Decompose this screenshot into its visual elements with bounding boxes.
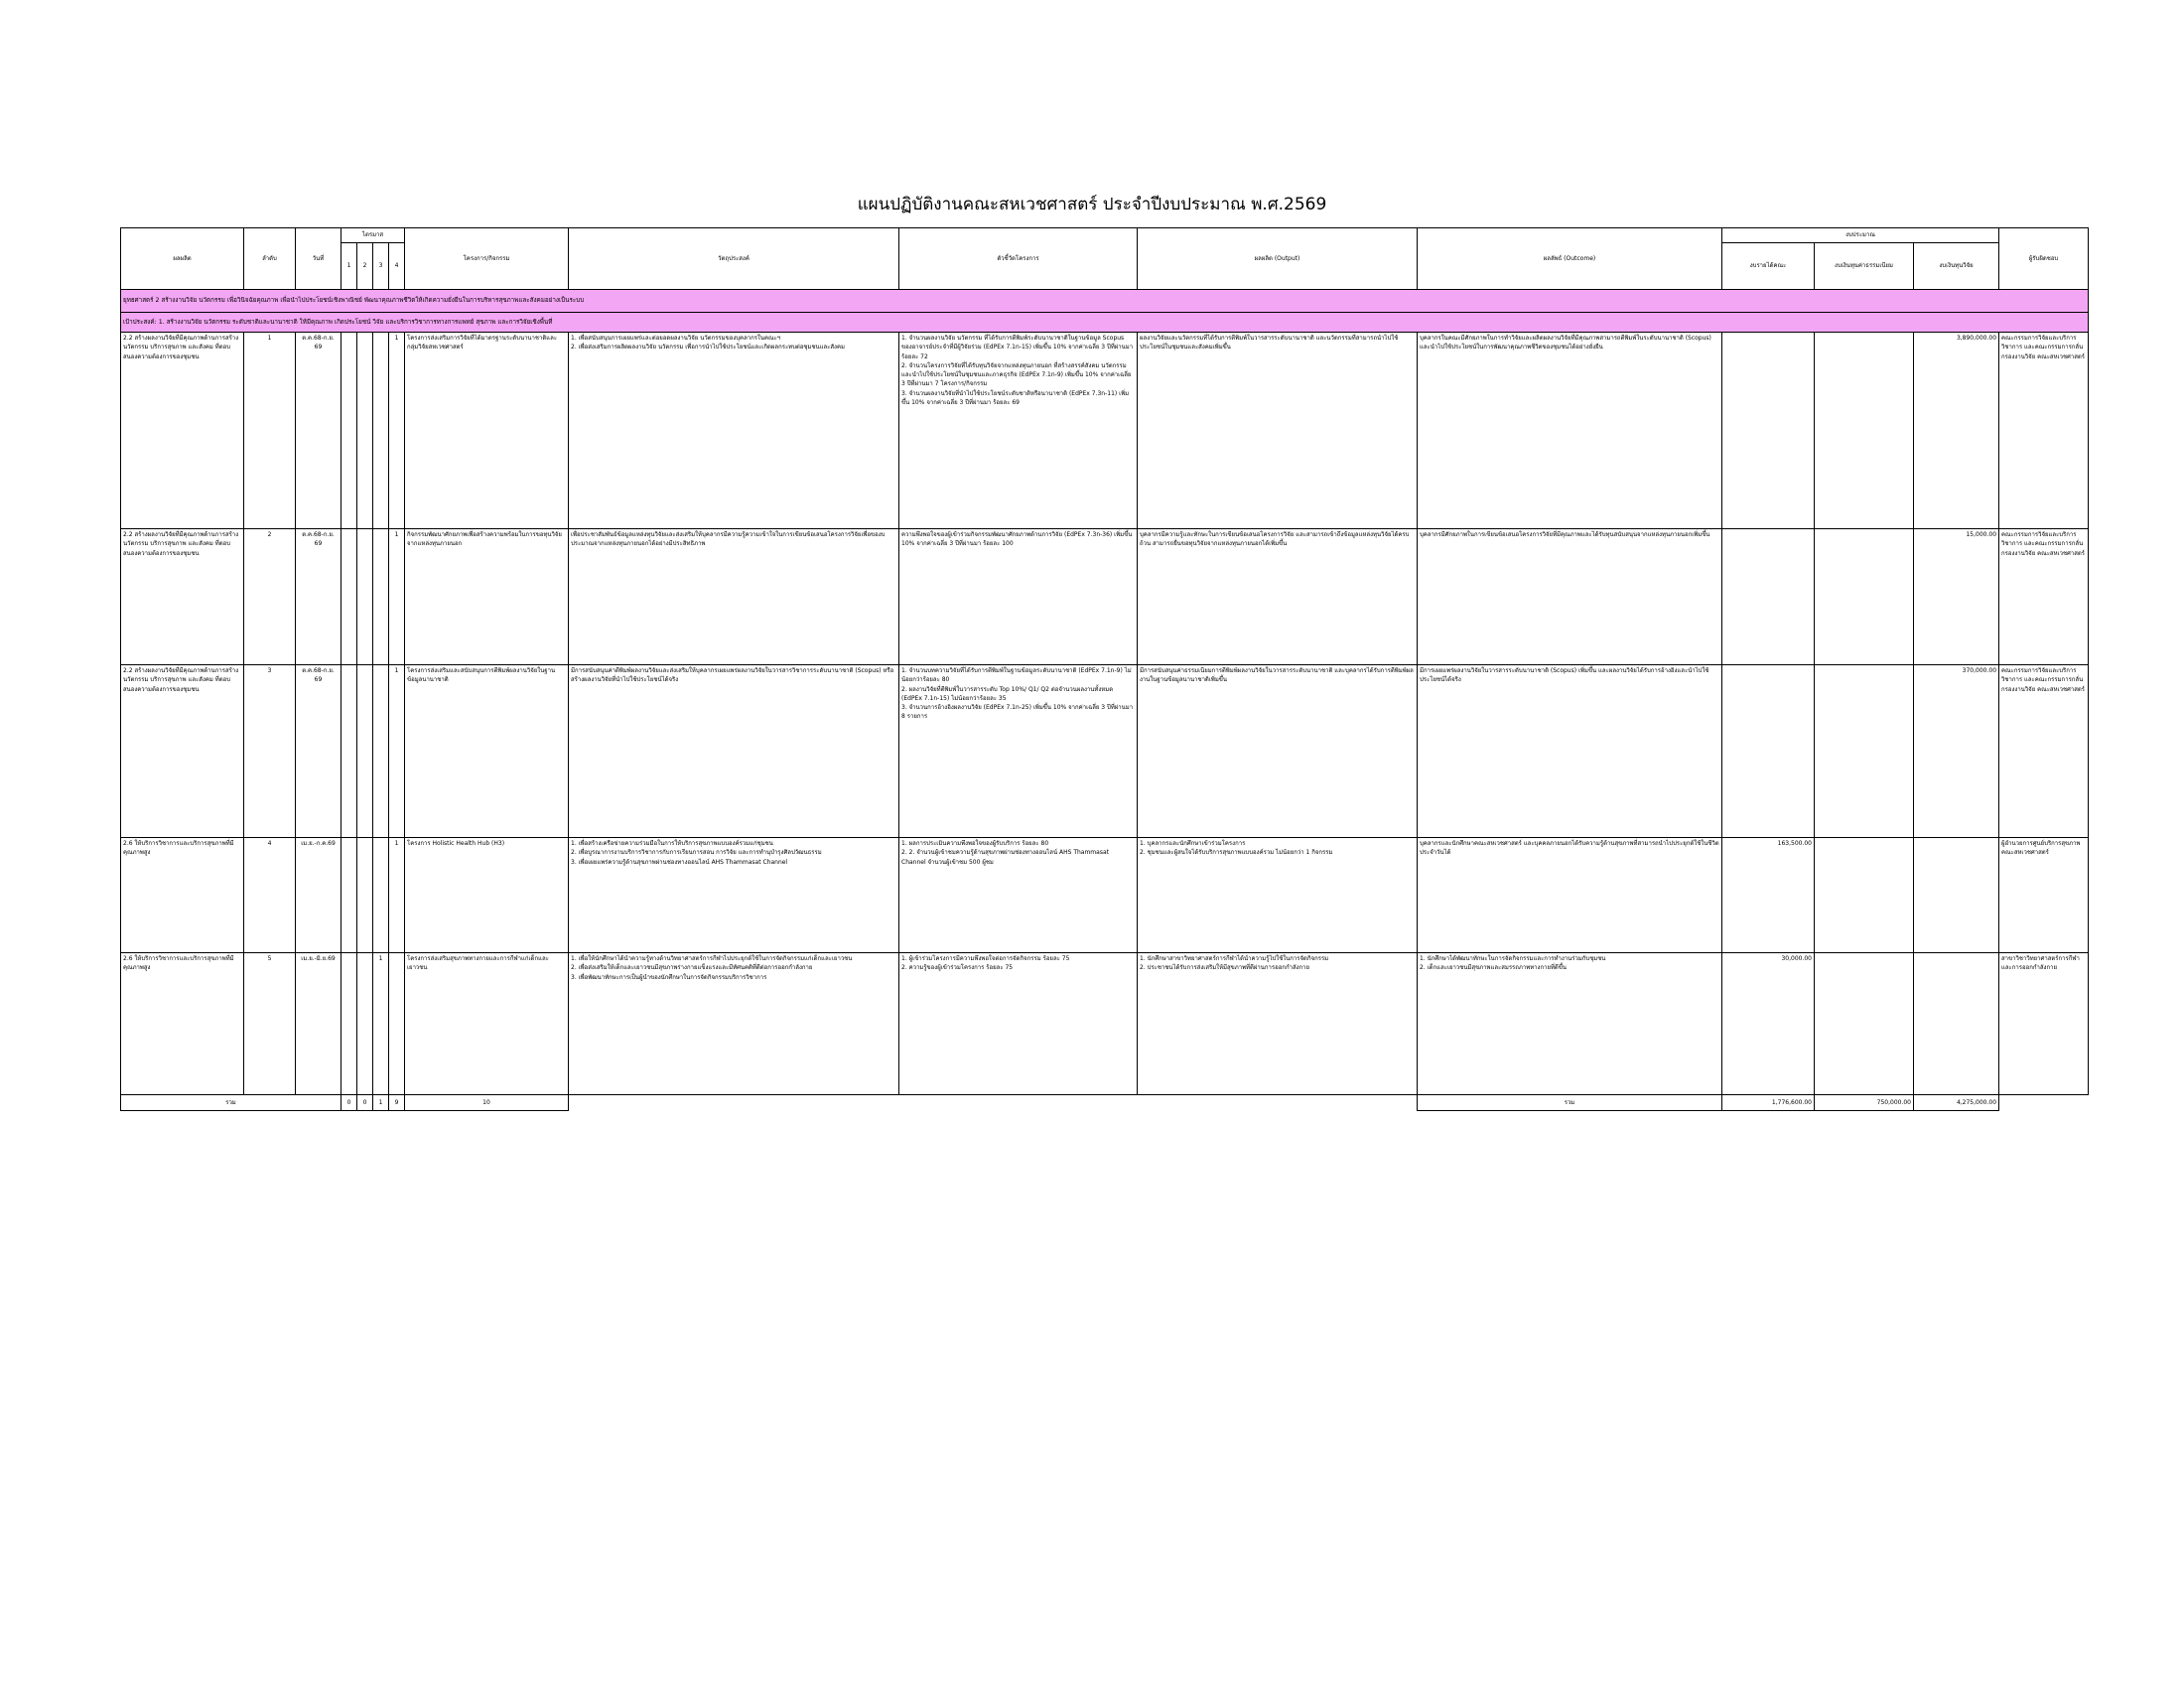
row-objective: 1. เพื่อสนับสนุนการเผยแพร่และต่อยอดผลงานวิจัย นวัตกรรมของบุคลากรในคณะฯ 2. เพื่อส่งเสริมการผลิตผลงานวิจัย นวัตกรรม เพื่อการนำไปใช้ประโยชน์และเกิดผลกระทบต่อชุมชนและสังคม	[569, 333, 899, 529]
header-budget-fee: งบเงินทุนค่าธรรมเนียม	[1815, 243, 1914, 290]
row-outcome: บุคลากรในคณะมีศักยภาพในการทำวิจัยและผลิตผลงานวิจัยที่มีคุณภาพสามารถตีพิมพ์ในระดับนานาชาติ (Scopus) และนำไปใช้ประโยชน์ในการพัฒนาคุณภาพชีวิตของชุมชนได้อย่างยั่งยืน	[1418, 333, 1722, 529]
row-strategy: 2.2 สร้างผลงานวิจัยที่มีคุณภาพด้านการสร้างนวัตกรรม บริการสุขภาพ และสังคม ที่ตอบสนองความต้องการของชุมชน	[121, 333, 244, 529]
table-row	[121, 529, 2089, 665]
row-budget-fee	[1815, 333, 1914, 529]
total-project-count: 10	[405, 1095, 569, 1111]
row-owner: คณะกรรมการวิจัยและบริการวิชาการ และคณะกรรมการกลั่นกรองงานวิจัย คณะสหเวชศาสตร์	[1999, 529, 2089, 665]
header-strategy: ผลผลิต	[121, 228, 244, 290]
row-objective: 1. เพื่อให้นักศึกษาได้นำความรู้ทางด้านวิทยาศาสตร์การกีฬาไปประยุกต์ใช้ในการจัดกิจกรรมแก่เด็กและเยาวชน 2. เพื่อส่งเสริมให้เด็กและเยาวชนมีสุขภาพร่างกายแข็งแรงและมีทัศนคติที่ดีต่อการออกกำลังกาย 3. เพื่อพัฒนาทักษะการเป็นผู้นำของนักศึกษาในการจัดกิจกรรมบริการวิชาการ	[569, 953, 899, 1095]
total-spacer-end	[1999, 1095, 2089, 1111]
row-budget-faculty	[1722, 333, 1815, 529]
operation-plan-table	[120, 227, 2089, 1111]
row-q4: 1	[389, 333, 405, 529]
total-q2: 0	[357, 1095, 373, 1111]
row-q4	[389, 953, 405, 1095]
total-q4: 9	[389, 1095, 405, 1111]
header-budget-research: งบเงินทุนวิจัย	[1914, 243, 1999, 290]
row-q4: 1	[389, 665, 405, 838]
total-label-left: รวม	[121, 1095, 341, 1111]
document-title: แผนปฏิบัติงานคณะสหเวชศาสตร์ ประจำปีงบประมาณ พ.ศ.2569	[857, 195, 1327, 214]
row-q3: 1	[373, 953, 389, 1095]
row-indicator: 1. จำนวนผลงานวิจัย นวัตกรรม ที่ได้รับการตีพิมพ์ระดับนานาชาติในฐานข้อมูล Scopus ของอาจารย์ประจำที่มีผู้วิจัยร่วม (EdPEx 7.1n-15) เพิ่มขึ้น 10% จากค่าเฉลี่ย 3 ปีที่ผ่านมา ร้อยละ 72 2. จำนวนโครงการวิจัยที่ได้รับทุนวิจัยจากแหล่งทุนภายนอก ที่สร้างสรรค์สังคม นวัตกรรม และนำไปใช้ประโยชน์ในชุมชนและภาคธุรกิจ (EdPEx 7.1n-9) เพิ่มขึ้น 10% จากค่าเฉลี่ย 3 ปีที่ผ่านมา 7 โครงการ/กิจกรรม 3. จำนวนผลงานวิจัยที่นำไปใช้ประโยชน์ระดับชาติหรือนานาชาติ (EdPEx 7.3n-11) เพิ่มขึ้น 10% จากค่าเฉลี่ย 3 ปีที่ผ่านมา ร้อยละ 69	[899, 333, 1138, 529]
row-date: ต.ค.68-ก.ย. 69	[296, 665, 341, 838]
header-objective: วัตถุประสงค์	[569, 228, 899, 290]
header-q2: 2	[357, 243, 373, 290]
header-q4: 4	[389, 243, 405, 290]
row-budget-research	[1914, 838, 1999, 953]
row-budget-fee	[1815, 953, 1914, 1095]
row-q1	[341, 333, 357, 529]
header-q3: 3	[373, 243, 389, 290]
total-budget-research: 4,275,000.00	[1914, 1095, 1999, 1111]
row-q2	[357, 333, 373, 529]
row-strategy: 2.2 สร้างผลงานวิจัยที่มีคุณภาพด้านการสร้างนวัตกรรม บริการสุขภาพ และสังคม ที่ตอบสนองความต้องการของชุมชน	[121, 665, 244, 838]
row-outcome: 1. นักศึกษาได้พัฒนาทักษะในการจัดกิจกรรมและการทำงานร่วมกับชุมชน 2. เด็กและเยาวชนมีสุขภาพและสมรรถภาพทางกายที่ดีขึ้น	[1418, 953, 1722, 1095]
row-owner: ผู้อำนวยการศูนย์บริการสุขภาพคณะสหเวชศาสตร์	[1999, 838, 2089, 953]
row-owner: คณะกรรมการวิจัยและบริการวิชาการ และคณะกรรมการกลั่นกรองงานวิจัย คณะสหเวชศาสตร์	[1999, 333, 2089, 529]
row-project: โครงการส่งเสริมและสนับสนุนการตีพิมพ์ผลงานวิจัยในฐานข้อมูลนานาชาติ	[405, 665, 569, 838]
total-q3: 1	[373, 1095, 389, 1111]
row-indicator: 1. ผู้เข้าร่วมโครงการมีความพึงพอใจต่อการจัดกิจกรรม ร้อยละ 75 2. ความรู้ของผู้เข้าร่วมโครงการ ร้อยละ 75	[899, 953, 1138, 1095]
header-outcome: ผลลัพธ์ (Outcome)	[1418, 228, 1722, 290]
row-budget-faculty	[1722, 665, 1815, 838]
row-budget-faculty: 163,500.00	[1722, 838, 1815, 953]
row-q4: 1	[389, 529, 405, 665]
row-q1	[341, 838, 357, 953]
row-indicator: ความพึงพอใจของผู้เข้าร่วมกิจกรรมพัฒนาศักยภาพด้านการวิจัย (EdPEx 7.3n-36) เพิ่มขึ้น 10% จากค่าเฉลี่ย 3 ปีที่ผ่านมา ร้อยละ 100	[899, 529, 1138, 665]
row-order: 2	[244, 529, 296, 665]
row-q1	[341, 665, 357, 838]
row-budget-research	[1914, 953, 1999, 1095]
total-budget-fee: 750,000.00	[1815, 1095, 1914, 1111]
row-objective: 1. เพื่อสร้างเครือข่ายความร่วมมือในการให้บริการสุขภาพแบบองค์รวมแก่ชุมชน 2. เพื่อบูรณาการงานบริการวิชาการกับการเรียนการสอน การวิจัย และการทำนุบำรุงศิลปวัฒนธรรม 3. เพื่อเผยแพร่ความรู้ด้านสุขภาพผ่านช่องทางออนไลน์ AHS Thammasat Channel	[569, 838, 899, 953]
total-row	[121, 1095, 2089, 1111]
row-project: โครงการส่งเสริมการวิจัยที่ได้มาตรฐานระดับนานาชาติและกลุ่มวิจัยสหเวชศาสตร์	[405, 333, 569, 529]
row-output: ผลงานวิจัยและนวัตกรรมที่ได้รับการตีพิมพ์ในวารสารระดับนานาชาติ และนวัตกรรมที่สามารถนำไปใช้ประโยชน์ในชุมชนและสังคมเพิ่มขึ้น	[1138, 333, 1418, 529]
strategy-banner	[121, 290, 2089, 313]
goal-banner	[121, 313, 2089, 333]
goal-banner-text: เป้าประสงค์: 1. สร้างงานวิจัย นวัตกรรม ระดับชาติและนานาชาติ ให้มีคุณภาพ เกิดประโยชน์ วิจัย และบริการวิชาการทางการแพทย์ สุขภาพ และการวิจัยเชิงพื้นที่	[121, 313, 2089, 333]
row-q1	[341, 953, 357, 1095]
row-budget-faculty	[1722, 529, 1815, 665]
plan-rows	[121, 333, 2089, 1095]
row-indicator: 1. ผลการประเมินความพึงพอใจของผู้รับบริการ ร้อยละ 80 2. 2. จำนวนผู้เข้าชมความรู้ด้านสุขภาพผ่านช่องทางออนไลน์ AHS Thammasat Channel จำนวนผู้เข้าชม 500 ผู้ชม	[899, 838, 1138, 953]
row-outcome: บุคลากรและนักศึกษาคณะสหเวชศาสตร์ และบุคคลภายนอกได้รับความรู้ด้านสุขภาพที่สามารถนำไปประยุกต์ใช้ในชีวิตประจำวันได้	[1418, 838, 1722, 953]
strategy-banner-text: ยุทธศาสตร์ 2 สร้างงานวิจัย นวัตกรรม เพื่อวินิจฉัยคุณภาพ เพื่อนำไปประโยชน์เชิงพาณิชย์ พัฒนาคุณภาพชีวิตให้เกิดความยั่งยืนในการบริหารสุขภาพและสังคมอย่างเป็นระบบ	[121, 290, 2089, 313]
row-date: ต.ค.68-ก.ย. 69	[296, 333, 341, 529]
table-row	[121, 665, 2089, 838]
row-project: โครงการ Holistic Health Hub (H3)	[405, 838, 569, 953]
row-objective: เพื่อประชาสัมพันธ์ข้อมูลแหล่งทุนวิจัยและส่งเสริมให้บุคลากรมีความรู้ความเข้าใจในการเขียนข้อเสนอโครงการวิจัยเพื่อของบประมาณจากแหล่งทุนภายนอกได้อย่างมีประสิทธิภาพ	[569, 529, 899, 665]
row-strategy: 2.6 ให้บริการวิชาการและบริการสุขภาพที่มีคุณภาพสูง	[121, 838, 244, 953]
row-q2	[357, 665, 373, 838]
table-row	[121, 838, 2089, 953]
row-indicator: 1. จำนวนบทความวิจัยที่ได้รับการตีพิมพ์ในฐานข้อมูลระดับนานาชาติ (EdPEx 7.1n-9) ไม่น้อยกว่าร้อยละ 80 2. ผลงานวิจัยที่ตีพิมพ์ในวารสารระดับ Top 10%/ Q1/ Q2 ต่อจำนวนผลงานทั้งหมด (EdPEx 7.1n-15) ไม่น้อยกว่าร้อยละ 35 3. จำนวนการอ้างอิงผลงานวิจัย (EdPEx 7.1n-25) เพิ่มขึ้น 10% จากค่าเฉลี่ย 3 ปีที่ผ่านมา 8 รายการ	[899, 665, 1138, 838]
header-budget-faculty: งบรายได้คณะ	[1722, 243, 1815, 290]
row-q4: 1	[389, 838, 405, 953]
row-q2	[357, 953, 373, 1095]
row-outcome: มีการเผยแพร่ผลงานวิจัยในวารสารระดับนานาชาติ (Scopus) เพิ่มขึ้น และผลงานวิจัยได้รับการอ้างอิงและนำไปใช้ประโยชน์ได้จริง	[1418, 665, 1722, 838]
header-q1: 1	[341, 243, 357, 290]
row-owner: คณะกรรมการวิจัยและบริการวิชาการ และคณะกรรมการกลั่นกรองงานวิจัย คณะสหเวชศาสตร์	[1999, 665, 2089, 838]
row-strategy: 2.6 ให้บริการวิชาการและบริการสุขภาพที่มีคุณภาพสูง	[121, 953, 244, 1095]
row-date: เม.ย.-มิ.ย.69	[296, 953, 341, 1095]
row-output: 1. นักศึกษาสาขาวิทยาศาสตร์การกีฬาได้นำความรู้ไปใช้ในการจัดกิจกรรม 2. ประชาชนได้รับการส่งเสริมให้มีสุขภาพที่ดีผ่านการออกกำลังกาย	[1138, 953, 1418, 1095]
total-q1: 0	[341, 1095, 357, 1111]
row-output: บุคลากรมีความรู้และทักษะในการเขียนข้อเสนอโครงการวิจัย และสามารถเข้าถึงข้อมูลแหล่งทุนวิจัยได้ครบถ้วน สามารถยื่นขอทุนวิจัยจากแหล่งทุนภายนอกได้เพิ่มขึ้น	[1138, 529, 1418, 665]
row-q3	[373, 838, 389, 953]
header-output: ผลผลิต (Output)	[1138, 228, 1418, 290]
row-date: ต.ค.68-ก.ย. 69	[296, 529, 341, 665]
header-date: วันที่	[296, 228, 341, 290]
row-budget-fee	[1815, 529, 1914, 665]
row-order: 1	[244, 333, 296, 529]
row-order: 5	[244, 953, 296, 1095]
total-label-right: รวม	[1418, 1095, 1722, 1111]
header-owner: ผู้รับผิดชอบ	[1999, 228, 2089, 290]
header-row-1	[121, 228, 2089, 243]
row-strategy: 2.2 สร้างผลงานวิจัยที่มีคุณภาพด้านการสร้างนวัตกรรม บริการสุขภาพ และสังคม ที่ตอบสนองความต้องการของชุมชน	[121, 529, 244, 665]
row-budget-fee	[1815, 838, 1914, 953]
row-output: 1. บุคลากรและนักศึกษาเข้าร่วมโครงการ 2. ชุมชนและผู้สนใจได้รับบริการสุขภาพแบบองค์รวม ไม่น้อยกว่า 1 กิจกรรม	[1138, 838, 1418, 953]
total-budget-faculty: 1,776,600.00	[1722, 1095, 1815, 1111]
row-project: โครงการส่งเสริมสุขภาพทางกายและการกีฬาแก่เด็กและเยาวชน	[405, 953, 569, 1095]
row-owner: สาขาวิชาวิทยาศาสตร์การกีฬาและการออกกำลังกาย	[1999, 953, 2089, 1095]
row-project: กิจกรรมพัฒนาศักยภาพเพื่อสร้างความพร้อมในการขอทุนวิจัยจากแหล่งทุนภายนอก	[405, 529, 569, 665]
total-spacer	[569, 1095, 1418, 1111]
row-objective: มีการสนับสนุนค่าตีพิมพ์ผลงานวิจัยและส่งเสริมให้บุคลากรเผยแพร่ผลงานวิจัยในวารสารวิชาการระดับนานาชาติ (Scopus) หรือสร้างผลงานวิจัยที่นำไปใช้ประโยชน์ได้จริง	[569, 665, 899, 838]
row-date: เม.ย.-ก.ค.69	[296, 838, 341, 953]
row-q3	[373, 333, 389, 529]
table-row	[121, 953, 2089, 1095]
row-budget-fee	[1815, 665, 1914, 838]
row-output: มีการสนับสนุนค่าธรรมเนียมการตีพิมพ์ผลงานวิจัยในวารสารระดับนานาชาติ และบุคลากรได้รับการตีพิมพ์ผลงานในฐานข้อมูลนานาชาติเพิ่มขึ้น	[1138, 665, 1418, 838]
row-order: 3	[244, 665, 296, 838]
row-q2	[357, 838, 373, 953]
row-budget-research: 15,000.00	[1914, 529, 1999, 665]
header-project: โครงการ/กิจกรรม	[405, 228, 569, 290]
header-quarter: ไตรมาส	[341, 228, 405, 243]
header-budget: งบประมาณ	[1722, 228, 1999, 243]
header-order: ลำดับ	[244, 228, 296, 290]
row-q2	[357, 529, 373, 665]
table-row	[121, 333, 2089, 529]
row-outcome: บุคลากรมีศักยภาพในการเขียนข้อเสนอโครงการวิจัยที่มีคุณภาพและได้รับทุนสนับสนุนจากแหล่งทุนภายนอกเพิ่มขึ้น	[1418, 529, 1722, 665]
header-indicator: ตัวชี้วัดโครงการ	[899, 228, 1138, 290]
row-q1	[341, 529, 357, 665]
row-q3	[373, 665, 389, 838]
row-budget-research: 370,000.00	[1914, 665, 1999, 838]
row-budget-faculty: 30,000.00	[1722, 953, 1815, 1095]
row-order: 4	[244, 838, 296, 953]
row-budget-research: 3,890,000.00	[1914, 333, 1999, 529]
row-q3	[373, 529, 389, 665]
